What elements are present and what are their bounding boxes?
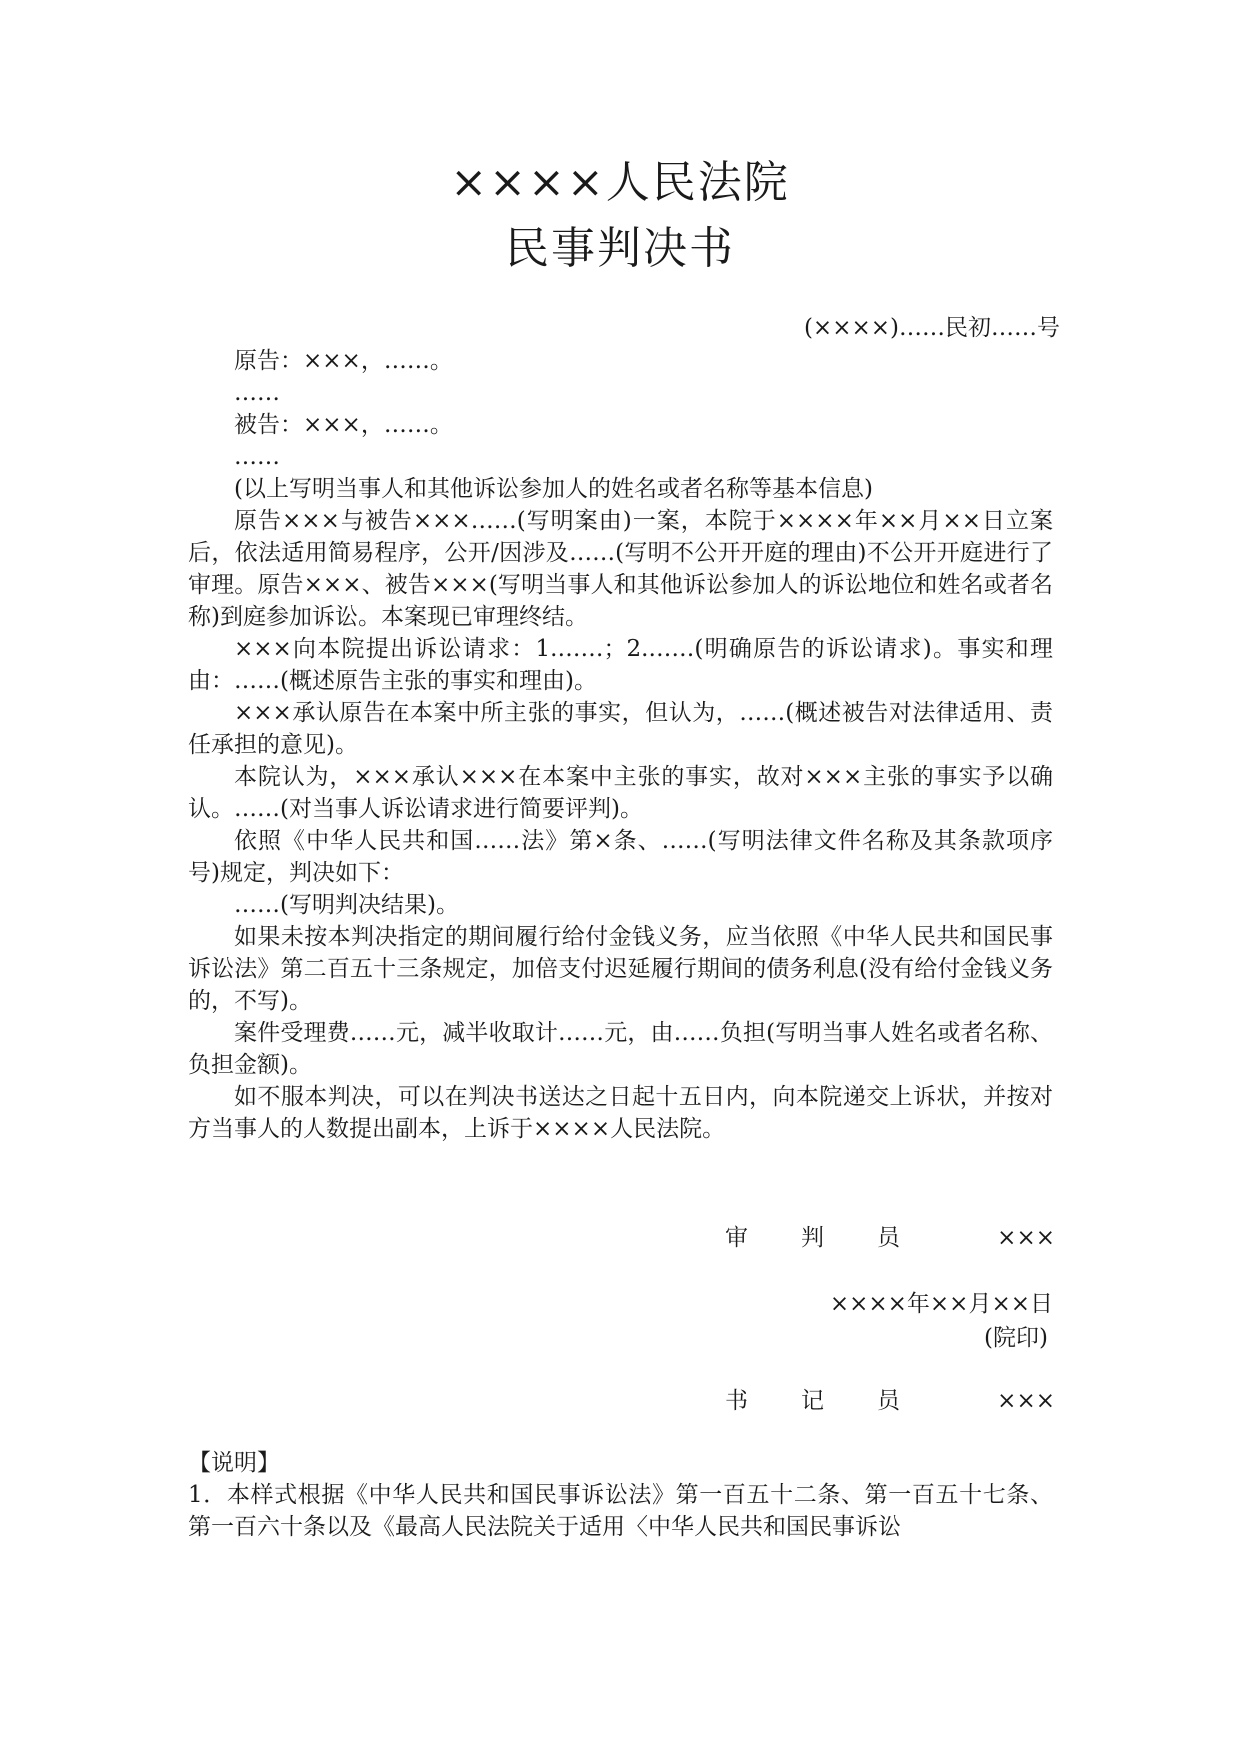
judge-role: 审 判 员 [725,1225,900,1251]
judgment-date: ××××年××月××日 [829,1291,1053,1317]
paragraph-appeal-notice: 如不服本判决，可以在判决书送达之日起十五日内，向本院递交上诉状，并按对方当事人的人数提出副本，上诉于××××人民法院。 [188,1084,1053,1142]
paragraph-defense: ×××承认原告在本案中所主张的事实，但认为，……(概述被告对法律适用、责任承担的意见)。 [188,700,1053,758]
paragraph-court-opinion: 本院认为，×××承认×××在本案中主张的事实，故对×××主张的事实予以确认。……(对当事人诉讼请求进行简要评判)。 [188,764,1053,822]
case-number: (××××)……民初……号 [803,315,1060,341]
defendant-line: 被告：×××，……。 [234,412,453,438]
paragraph-case-intro: 原告×××与被告×××……(写明案由)一案，本院于××××年××月××日立案后，依法适用简易程序，公开/因涉及……(写明不公开开庭的理由)不公开开庭进行了审理。原告×××、被告×××(写明当事人和其他诉讼参加人的诉讼地位和姓名或者名称)到庭参加诉讼。本案现已审理终结。 [188,508,1053,630]
plaintiff-line: 原告：×××，……。 [234,348,453,374]
clerk-name: ××× [997,1388,1055,1414]
paragraph-judgment-result: ……(写明判决结果)。 [234,892,459,918]
notes-item-1: 1．本样式根据《中华人民共和国民事诉讼法》第一百五十二条、第一百五十七条、第一百六十条以及《最高人民法院关于适用〈中华人民共和国民事诉讼 [188,1482,1053,1540]
paragraph-legal-basis: 依照《中华人民共和国……法》第×条、……(写明法律文件名称及其条款项序号)规定，判决如下： [188,828,1053,886]
clerk-role: 书 记 员 [725,1388,900,1414]
explanation-notes [188,1447,1053,1543]
court-seal-placeholder: (院印) [984,1325,1048,1351]
judge-name: ××× [997,1225,1055,1251]
document-type-title: 民事判决书 [505,223,735,274]
parties-note: (以上写明当事人和其他诉讼参加人的姓名或者名称等基本信息) [234,476,873,502]
defendant-ellipsis: …… [234,444,280,470]
judgment-body [188,345,1053,1145]
plaintiff-ellipsis: …… [234,380,280,406]
paragraph-late-performance: 如果未按本判决指定的期间履行给付金钱义务，应当依照《中华人民共和国民事诉讼法》第二百五十三条规定，加倍支付迟延履行期间的债务利息(没有给付金钱义务的，不写)。 [188,924,1053,1014]
document-header [0,150,1240,282]
paragraph-court-fees: 案件受理费……元，减半收取计……元，由……负担(写明当事人姓名或者名称、负担金额)。 [188,1020,1053,1078]
court-name: ××××人民法院 [450,157,790,208]
paragraph-claims: ×××向本院提出诉讼请求：1.……；2.……(明确原告的诉讼请求)。事实和理由：……(概述原告主张的事实和理由)。 [188,636,1053,694]
notes-heading: 【说明】 [188,1450,280,1476]
